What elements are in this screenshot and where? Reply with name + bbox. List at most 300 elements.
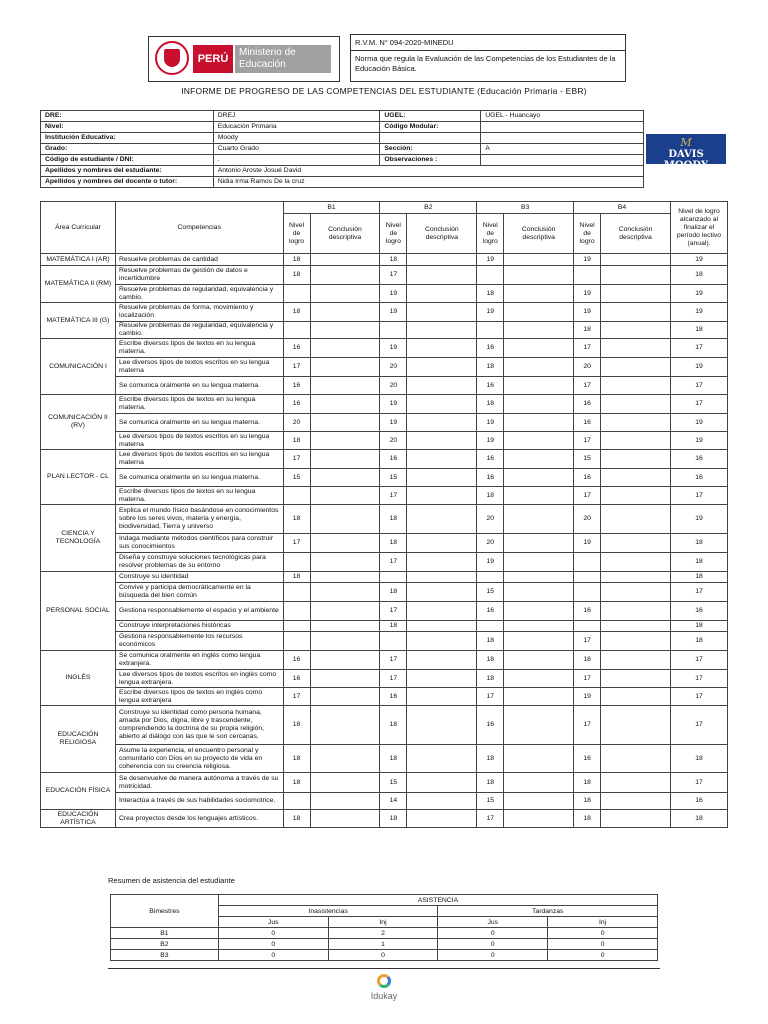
conclusion-cell-b3 [504, 670, 574, 688]
conclusion-cell-b2 [407, 487, 477, 505]
grade-cell-b1: 18 [283, 706, 310, 745]
student-value: Antonio Aroste Josué David [213, 166, 643, 177]
conclusion-cell-b1 [310, 505, 380, 534]
competency-cell: Asume la experiencia, el encuentro personal y comunitario con Dios en su proyecto de vida en coherencia con su creencia religiosa. [115, 745, 283, 773]
attendance-cell-ina-jus: 0 [218, 928, 328, 939]
header-conclusion: Conclusión descriptiva [407, 214, 477, 254]
conclusion-cell-b2 [407, 414, 477, 432]
conclusion-cell-b4 [601, 706, 671, 745]
table-row [41, 414, 728, 432]
grade-cell-b2: 19 [380, 303, 407, 322]
rvm-number: R.V.M. N° 094-2020-MINEDU [355, 38, 454, 47]
conclusion-cell-b1 [310, 572, 380, 583]
conclusion-cell-b4 [601, 602, 671, 621]
conclusion-cell-b2 [407, 534, 477, 553]
area-cell: COMUNICACIÓN II (RV) [41, 395, 116, 450]
area-cell: PERSONAL SOCIAL [41, 572, 116, 651]
conclusion-cell-b1 [310, 706, 380, 745]
ugel-value: UGEL - Huancayo [481, 111, 644, 122]
teacher-value: Nidia Irma Ramos De la cruz [213, 177, 643, 188]
grade-cell-b1 [283, 285, 310, 303]
final-grade-cell: 19 [670, 358, 727, 377]
conclusion-cell-b3 [504, 583, 574, 602]
competency-cell: Se comunica oralmente en su lengua materna. [115, 469, 283, 487]
header-area: Área Curricular [41, 202, 116, 254]
final-grade-cell: 18 [670, 810, 727, 828]
grade-cell-b1: 16 [283, 395, 310, 414]
conclusion-cell-b2 [407, 706, 477, 745]
grade-cell-b4 [574, 621, 601, 632]
grade-cell-b4: 19 [574, 534, 601, 553]
grade-cell-b1 [283, 602, 310, 621]
grade-cell-b2: 18 [380, 745, 407, 773]
student-label: Apellidos y nombres del estudiante: [41, 166, 214, 177]
competency-cell: Escribe diversos tipos de textos en su lengua materna. [115, 395, 283, 414]
conclusion-cell-b3 [504, 688, 574, 706]
table-row [41, 395, 728, 414]
conclusion-cell-b3 [504, 706, 574, 745]
grade-cell-b2: 19 [380, 339, 407, 358]
conclusion-cell-b3 [504, 322, 574, 339]
table-row [41, 773, 728, 793]
header-b2: B2 [380, 202, 477, 214]
conclusion-cell-b1 [310, 487, 380, 505]
grade-cell-b2: 20 [380, 432, 407, 450]
grade-cell-b1 [283, 487, 310, 505]
grade-cell-b2: 16 [380, 450, 407, 469]
competency-cell: Crea proyectos desde los lenguajes artísticos. [115, 810, 283, 828]
conclusion-cell-b2 [407, 621, 477, 632]
final-grade-cell: 17 [670, 670, 727, 688]
footer-brand: Idukay [370, 991, 398, 1001]
grade-cell-b4: 17 [574, 706, 601, 745]
attendance-cell-ina-inj: 2 [328, 928, 438, 939]
grade-cell-b3: 19 [477, 303, 504, 322]
final-grade-cell: 17 [670, 706, 727, 745]
final-grade-cell: 17 [670, 339, 727, 358]
table-row [41, 487, 728, 505]
conclusion-cell-b3 [504, 303, 574, 322]
table-row [41, 450, 728, 469]
grade-cell-b4: 18 [574, 322, 601, 339]
competency-cell: Escribe diversos tipos de textos en su lengua materna. [115, 487, 283, 505]
grade-cell-b1: 18 [283, 745, 310, 773]
grade-cell-b3 [477, 322, 504, 339]
grade-cell-b3: 16 [477, 339, 504, 358]
conclusion-cell-b1 [310, 621, 380, 632]
grade-cell-b4: 19 [574, 285, 601, 303]
grade-cell-b1: 16 [283, 651, 310, 670]
grade-cell-b4: 18 [574, 651, 601, 670]
grade-cell-b2: 18 [380, 706, 407, 745]
conclusion-cell-b4 [601, 632, 671, 651]
area-cell: MATEMÁTICA III (G) [41, 303, 116, 339]
conclusion-cell-b2 [407, 651, 477, 670]
grade-cell-b1: 17 [283, 358, 310, 377]
grade-cell-b4 [574, 572, 601, 583]
grade-cell-b4: 17 [574, 432, 601, 450]
conclusion-cell-b2 [407, 745, 477, 773]
final-grade-cell: 17 [670, 773, 727, 793]
codmod-label: Código Modular: [380, 122, 481, 133]
attendance-cell-tar-inj: 0 [548, 950, 658, 961]
table-row [41, 469, 728, 487]
grade-cell-b4 [574, 266, 601, 285]
conclusion-cell-b3 [504, 505, 574, 534]
attendance-cell-tar-jus: 0 [438, 950, 548, 961]
grade-cell-b2: 20 [380, 377, 407, 395]
grade-cell-b1: 16 [283, 339, 310, 358]
grade-cell-b3: 19 [477, 254, 504, 266]
competency-cell: Interactúa a través de sus habilidades sociomotrice. [115, 793, 283, 810]
competency-cell: Escribe diversos tipos de textos en su lengua materna. [115, 339, 283, 358]
grade-cell-b2: 17 [380, 670, 407, 688]
grade-cell-b2: 19 [380, 395, 407, 414]
conclusion-cell-b4 [601, 377, 671, 395]
grade-cell-b4: 18 [574, 793, 601, 810]
table-row [41, 583, 728, 602]
grades-table [40, 201, 728, 828]
conclusion-cell-b3 [504, 572, 574, 583]
grade-cell-b3: 20 [477, 505, 504, 534]
grade-cell-b2: 18 [380, 583, 407, 602]
grade-cell-b1: 18 [283, 572, 310, 583]
conclusion-cell-b3 [504, 793, 574, 810]
final-grade-cell: 17 [670, 395, 727, 414]
header-tardanzas: Tardanzas [438, 906, 658, 917]
conclusion-cell-b1 [310, 377, 380, 395]
header-nivel: Nivel de logro [283, 214, 310, 254]
grade-cell-b3: 16 [477, 602, 504, 621]
conclusion-cell-b3 [504, 621, 574, 632]
conclusion-cell-b2 [407, 553, 477, 572]
area-cell: EDUCACIÓN FÍSICA [41, 773, 116, 810]
grade-cell-b1: 18 [283, 303, 310, 322]
grade-cell-b1: 17 [283, 450, 310, 469]
grade-cell-b3: 18 [477, 651, 504, 670]
peru-label: PERÚ [193, 45, 233, 73]
conclusion-cell-b1 [310, 414, 380, 432]
minedu-logo [148, 36, 340, 82]
grade-cell-b4: 15 [574, 450, 601, 469]
competency-cell: Resuelve problemas de forma, movimiento y localización [115, 303, 283, 322]
grade-cell-b3: 18 [477, 395, 504, 414]
conclusion-cell-b4 [601, 469, 671, 487]
table-row [41, 621, 728, 632]
conclusion-cell-b2 [407, 505, 477, 534]
header-b1: B1 [283, 202, 380, 214]
grade-cell-b3: 18 [477, 487, 504, 505]
conclusion-cell-b1 [310, 534, 380, 553]
attendance-row [111, 928, 658, 939]
conclusion-cell-b3 [504, 266, 574, 285]
conclusion-cell-b4 [601, 505, 671, 534]
header-nivel: Nivel de logro [574, 214, 601, 254]
school-logo [646, 134, 726, 171]
competency-cell: Indaga mediante métodos científicos para construir sus conocimientos [115, 534, 283, 553]
grado-value: Cuarto Grado [213, 144, 380, 155]
grade-cell-b4: 16 [574, 414, 601, 432]
grade-cell-b1 [283, 632, 310, 651]
ugel-label: UGEL: [380, 111, 481, 122]
conclusion-cell-b1 [310, 285, 380, 303]
header-inasistencias: Inasistencias [218, 906, 438, 917]
conclusion-cell-b1 [310, 810, 380, 828]
grade-cell-b3 [477, 572, 504, 583]
final-grade-cell: 18 [670, 266, 727, 285]
grade-cell-b1: 18 [283, 505, 310, 534]
competency-cell: Escribe diversos tipos de textos en inglés como lengua extranjera [115, 688, 283, 706]
competency-cell: Construye su identidad [115, 572, 283, 583]
conclusion-cell-b4 [601, 688, 671, 706]
conclusion-cell-b4 [601, 773, 671, 793]
grade-cell-b1: 18 [283, 266, 310, 285]
final-grade-cell: 17 [670, 377, 727, 395]
conclusion-cell-b3 [504, 745, 574, 773]
area-cell: CIENCIA Y TECNOLOGÍA [41, 505, 116, 572]
conclusion-cell-b4 [601, 303, 671, 322]
grade-cell-b2: 17 [380, 553, 407, 572]
attendance-cell-b: B3 [111, 950, 219, 961]
conclusion-cell-b4 [601, 651, 671, 670]
conclusion-cell-b3 [504, 450, 574, 469]
grade-cell-b3: 16 [477, 469, 504, 487]
conclusion-cell-b4 [601, 621, 671, 632]
conclusion-cell-b4 [601, 487, 671, 505]
final-grade-cell: 19 [670, 303, 727, 322]
grade-cell-b3: 16 [477, 706, 504, 745]
table-row [41, 688, 728, 706]
header-conclusion: Conclusión descriptiva [310, 214, 380, 254]
header-b3: B3 [477, 202, 574, 214]
conclusion-cell-b3 [504, 432, 574, 450]
grade-cell-b2 [380, 632, 407, 651]
competency-cell: Lee diversos tipos de textos escritos en su lengua materna [115, 432, 283, 450]
final-grade-cell: 16 [670, 469, 727, 487]
conclusion-cell-b4 [601, 583, 671, 602]
grade-cell-b2: 16 [380, 688, 407, 706]
competency-cell: Explica el mundo físico basándose en conocimientos sobre los seres vivos, materia y energía, biodiversidad, Tierra y universo [115, 505, 283, 534]
final-grade-cell: 18 [670, 534, 727, 553]
table-row [41, 534, 728, 553]
area-cell: PLAN LECTOR - CL [41, 450, 116, 505]
peru-crest-icon [155, 41, 189, 75]
grade-cell-b4: 17 [574, 632, 601, 651]
grade-cell-b4: 19 [574, 688, 601, 706]
grade-cell-b4: 19 [574, 254, 601, 266]
grade-cell-b2: 18 [380, 254, 407, 266]
final-grade-cell: 16 [670, 450, 727, 469]
final-grade-cell: 17 [670, 583, 727, 602]
conclusion-cell-b4 [601, 395, 671, 414]
table-row [41, 266, 728, 285]
table-row [41, 706, 728, 745]
conclusion-cell-b2 [407, 322, 477, 339]
table-row [41, 651, 728, 670]
grade-cell-b1: 17 [283, 688, 310, 706]
conclusion-cell-b3 [504, 487, 574, 505]
codigo-value: . [213, 155, 380, 166]
competency-cell: Se comunica oralmente en su lengua materna. [115, 377, 283, 395]
grade-cell-b4: 18 [574, 810, 601, 828]
attendance-row [111, 939, 658, 950]
final-grade-cell: 18 [670, 745, 727, 773]
conclusion-cell-b4 [601, 322, 671, 339]
table-row [41, 793, 728, 810]
conclusion-cell-b4 [601, 339, 671, 358]
conclusion-cell-b2 [407, 773, 477, 793]
conclusion-cell-b1 [310, 632, 380, 651]
competency-cell: Lee diversos tipos de textos escritos en inglés como lengua extranjera. [115, 670, 283, 688]
attendance-cell-ina-jus: 0 [218, 939, 328, 950]
attendance-cell-tar-inj: 0 [548, 939, 658, 950]
conclusion-cell-b2 [407, 432, 477, 450]
grade-cell-b1: 18 [283, 432, 310, 450]
grade-cell-b1: 18 [283, 254, 310, 266]
conclusion-cell-b3 [504, 651, 574, 670]
conclusion-cell-b1 [310, 432, 380, 450]
final-grade-cell: 17 [670, 487, 727, 505]
final-grade-cell: 18 [670, 553, 727, 572]
conclusion-cell-b1 [310, 583, 380, 602]
header-inj: Inj [548, 917, 658, 928]
header-b4: B4 [574, 202, 671, 214]
final-grade-cell: 18 [670, 632, 727, 651]
grade-cell-b2: 15 [380, 469, 407, 487]
conclusion-cell-b1 [310, 339, 380, 358]
conclusion-cell-b1 [310, 651, 380, 670]
grade-cell-b1 [283, 621, 310, 632]
attendance-title: Resumen de asistencia del estudiante [108, 876, 235, 885]
table-row [41, 505, 728, 534]
conclusion-cell-b3 [504, 810, 574, 828]
grade-cell-b3: 17 [477, 688, 504, 706]
area-cell: EDUCACIÓN ARTÍSTICA [41, 810, 116, 828]
header-final: Nivel de logro alcanzado al finalizar el período lectivo (anual). [670, 202, 727, 254]
grade-cell-b3: 19 [477, 414, 504, 432]
ie-value: Moody [213, 133, 380, 144]
conclusion-cell-b3 [504, 358, 574, 377]
header-inj: Inj [328, 917, 438, 928]
conclusion-cell-b2 [407, 266, 477, 285]
conclusion-cell-b1 [310, 745, 380, 773]
conclusion-cell-b2 [407, 688, 477, 706]
competency-cell: Gestiona responsablemente los recursos económicos [115, 632, 283, 651]
grade-cell-b1 [283, 322, 310, 339]
table-row [41, 632, 728, 651]
grade-cell-b2 [380, 572, 407, 583]
grade-cell-b4: 17 [574, 487, 601, 505]
seccion-value: A [481, 144, 644, 155]
grade-cell-b3: 18 [477, 358, 504, 377]
final-grade-cell: 19 [670, 432, 727, 450]
conclusion-cell-b4 [601, 745, 671, 773]
conclusion-cell-b3 [504, 254, 574, 266]
codmod-value [481, 122, 644, 133]
conclusion-cell-b2 [407, 395, 477, 414]
competency-cell: Construye su identidad como persona humana, amada por Dios, digna, libre y trascendente, comprendiendo la doctrina de su propia religión, abierto al diálogo con las que le son cercanas. [115, 706, 283, 745]
grade-cell-b3: 18 [477, 745, 504, 773]
seccion-label: Sección: [380, 144, 481, 155]
table-row [41, 745, 728, 773]
nivel-label: Nivel: [41, 122, 214, 133]
rvm-description: Norma que regula la Evaluación de las Competencias de los Estudiantes de la Educación Básica. [355, 54, 616, 73]
attendance-cell-ina-inj: 1 [328, 939, 438, 950]
school-logo-text: DAVIS MOODY [663, 149, 709, 171]
conclusion-cell-b4 [601, 793, 671, 810]
rvm-box [350, 34, 626, 82]
conclusion-cell-b4 [601, 450, 671, 469]
conclusion-cell-b2 [407, 254, 477, 266]
conclusion-cell-b1 [310, 793, 380, 810]
grade-cell-b4 [574, 553, 601, 572]
grade-cell-b3 [477, 621, 504, 632]
grade-cell-b2: 17 [380, 487, 407, 505]
attendance-cell-tar-jus: 0 [438, 928, 548, 939]
final-grade-cell: 18 [670, 621, 727, 632]
grade-cell-b3 [477, 266, 504, 285]
table-row [41, 339, 728, 358]
conclusion-cell-b1 [310, 773, 380, 793]
grade-cell-b1 [283, 793, 310, 810]
grade-cell-b1 [283, 583, 310, 602]
competency-cell: Resuelve problemas de regularidad, equivalencia y cambio. [115, 322, 283, 339]
conclusion-cell-b3 [504, 553, 574, 572]
competency-cell: Lee diversos tipos de textos escritos en su lengua materna [115, 450, 283, 469]
grade-cell-b2: 18 [380, 810, 407, 828]
conclusion-cell-b2 [407, 469, 477, 487]
conclusion-cell-b4 [601, 266, 671, 285]
grade-cell-b3: 20 [477, 534, 504, 553]
idukay-logo-icon [377, 974, 391, 988]
final-grade-cell: 19 [670, 414, 727, 432]
grade-cell-b3: 19 [477, 432, 504, 450]
area-cell: INGLÉS [41, 651, 116, 706]
conclusion-cell-b4 [601, 358, 671, 377]
header-jus: Jus [438, 917, 548, 928]
conclusion-cell-b2 [407, 377, 477, 395]
codigo-label: Código de estudiante / DNI: [41, 155, 214, 166]
header-jus: Jus [218, 917, 328, 928]
grade-cell-b4: 16 [574, 469, 601, 487]
final-grade-cell: 17 [670, 688, 727, 706]
table-row [41, 254, 728, 266]
conclusion-cell-b1 [310, 450, 380, 469]
conclusion-cell-b3 [504, 414, 574, 432]
header-nivel: Nivel de logro [477, 214, 504, 254]
ministry-label: Ministerio de Educación [235, 45, 331, 73]
student-info-table [40, 110, 644, 188]
conclusion-cell-b3 [504, 395, 574, 414]
final-grade-cell: 19 [670, 285, 727, 303]
obs-value [481, 155, 644, 166]
conclusion-cell-b3 [504, 339, 574, 358]
attendance-row [111, 950, 658, 961]
conclusion-cell-b1 [310, 469, 380, 487]
conclusion-cell-b2 [407, 632, 477, 651]
conclusion-cell-b4 [601, 572, 671, 583]
grade-cell-b1: 18 [283, 773, 310, 793]
grade-cell-b3: 16 [477, 377, 504, 395]
grade-cell-b3: 18 [477, 773, 504, 793]
teacher-label: Apellidos y nombres del docente o tutor: [41, 177, 214, 188]
conclusion-cell-b2 [407, 450, 477, 469]
grade-cell-b3: 18 [477, 285, 504, 303]
table-row [41, 303, 728, 322]
table-row [41, 810, 728, 828]
attendance-table [110, 894, 658, 961]
conclusion-cell-b4 [601, 810, 671, 828]
